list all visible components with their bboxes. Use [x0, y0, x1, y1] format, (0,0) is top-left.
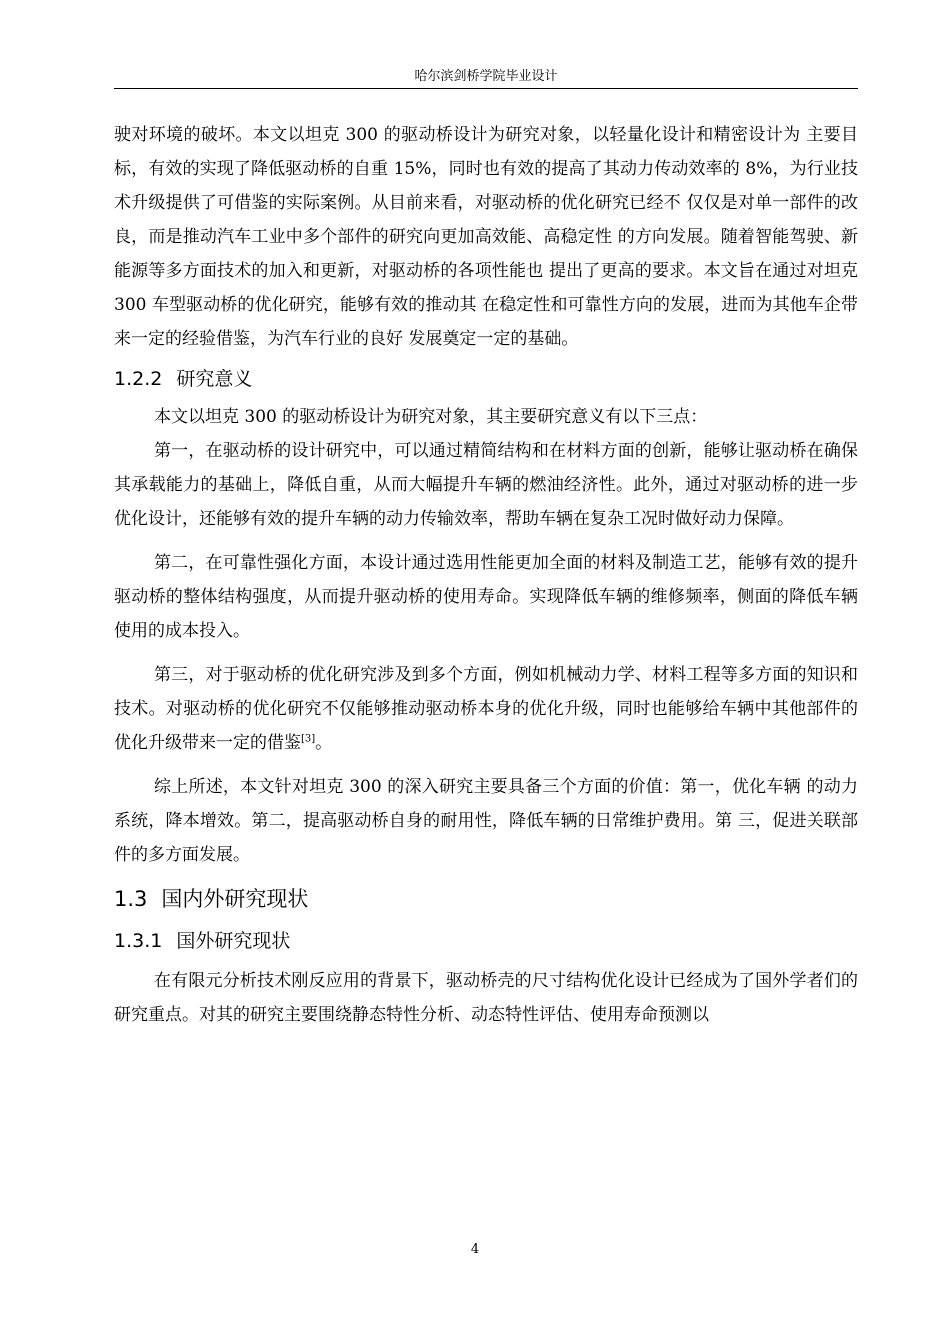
paragraph-summary: 综上所述，本文针对坦克 300 的深入研究主要具备三个方面的价值：第一，优化车辆 的动力系统，降本增效。第二，提高驱动桥自身的耐用性，降低车辆的日常维护费用。第 三，促进关联部件的多方面发展。: [114, 777, 858, 865]
paragraph-significance-intro: 本文以坦克 300 的驱动桥设计为研究对象，其主要研究意义有以下三点：: [154, 407, 708, 427]
header-title: 哈尔滨剑桥学院毕业设计: [414, 69, 558, 84]
paragraph-third-text: 第三，对于驱动桥的优化研究涉及到多个方面，例如机械动力学、材料工程等多方面的知识和技术。对驱动桥的优化研究不仅能够推动驱动桥本身的优化升级，同时也能够给车辆中其他部件的优化升级带来一定的借鉴: [114, 665, 858, 753]
paragraph-third-end: 。: [315, 733, 333, 753]
citation-ref: [3]: [301, 733, 316, 745]
paragraph-first: 第一，在驱动桥的设计研究中，可以通过精简结构和在材料方面的创新，能够让驱动桥在确保其承载能力的基础上，降低自重，从而大幅提升车辆的燃油经济性。此外，通过对驱动桥的进一步优化设计，还能够有效的提升车辆的动力传输效率，帮助车辆在复杂工况时做好动力保障。: [114, 441, 858, 529]
paragraph-foreign-research: 在有限元分析技术刚反应用的背景下，驱动桥壳的尺寸结构优化设计已经成为了国外学者们的研究重点。对其的研究主要围绕静态特性分析、动态特性评估、使用寿命预测以: [114, 971, 858, 1025]
paragraph-third: [114, 658, 858, 760]
page-body: [114, 118, 858, 1032]
page-number: 4: [470, 1242, 480, 1257]
page-header: [114, 66, 858, 89]
heading-number: 1.3.1: [114, 930, 163, 952]
heading-1-3-1: [114, 924, 858, 958]
heading-title: 国内外研究现状: [161, 887, 309, 911]
heading-number: 1.3: [114, 887, 148, 911]
heading-1-2-2: [114, 362, 858, 396]
heading-title: 研究意义: [176, 368, 253, 390]
paragraph-intro: 驶对环境的破坏。本文以坦克 300 的驱动桥设计为研究对象，以轻量化设计和精密设计为 主要目标，有效的实现了降低驱动桥的自重 15%，同时也有效的提高了其动力传动效率的 8%，为行业技术升级提供了可借鉴的实际案例。从目前来看，对驱动桥的优化研究已经不 仅仅是对单一部件的改良，而是推动汽车工业中多个部件的研究向更加高效能、高稳定性 的方向发展。随着智能驾驶、新能源等多方面技术的加入和更新，对驱动桥的各项性能也 提出了更高的要求。本文旨在通过对坦克 300 车型驱动桥的优化研究，能够有效的推动其 在稳定性和可靠性方向的发展，进而为其他车企带来一定的经验借鉴，为汽车行业的良好 发展奠定一定的基础。: [114, 125, 858, 349]
heading-title: 国外研究现状: [176, 930, 291, 952]
heading-1-3: [114, 882, 858, 916]
page-footer: [0, 1240, 950, 1260]
heading-number: 1.2.2: [114, 368, 163, 390]
paragraph-second: 第二，在可靠性强化方面，本设计通过选用性能更加全面的材料及制造工艺，能够有效的提升驱动桥的整体结构强度，从而提升驱动桥的使用寿命。实现降低车辆的维修频率，侧面的降低车辆使用的成本投入。: [114, 553, 858, 641]
